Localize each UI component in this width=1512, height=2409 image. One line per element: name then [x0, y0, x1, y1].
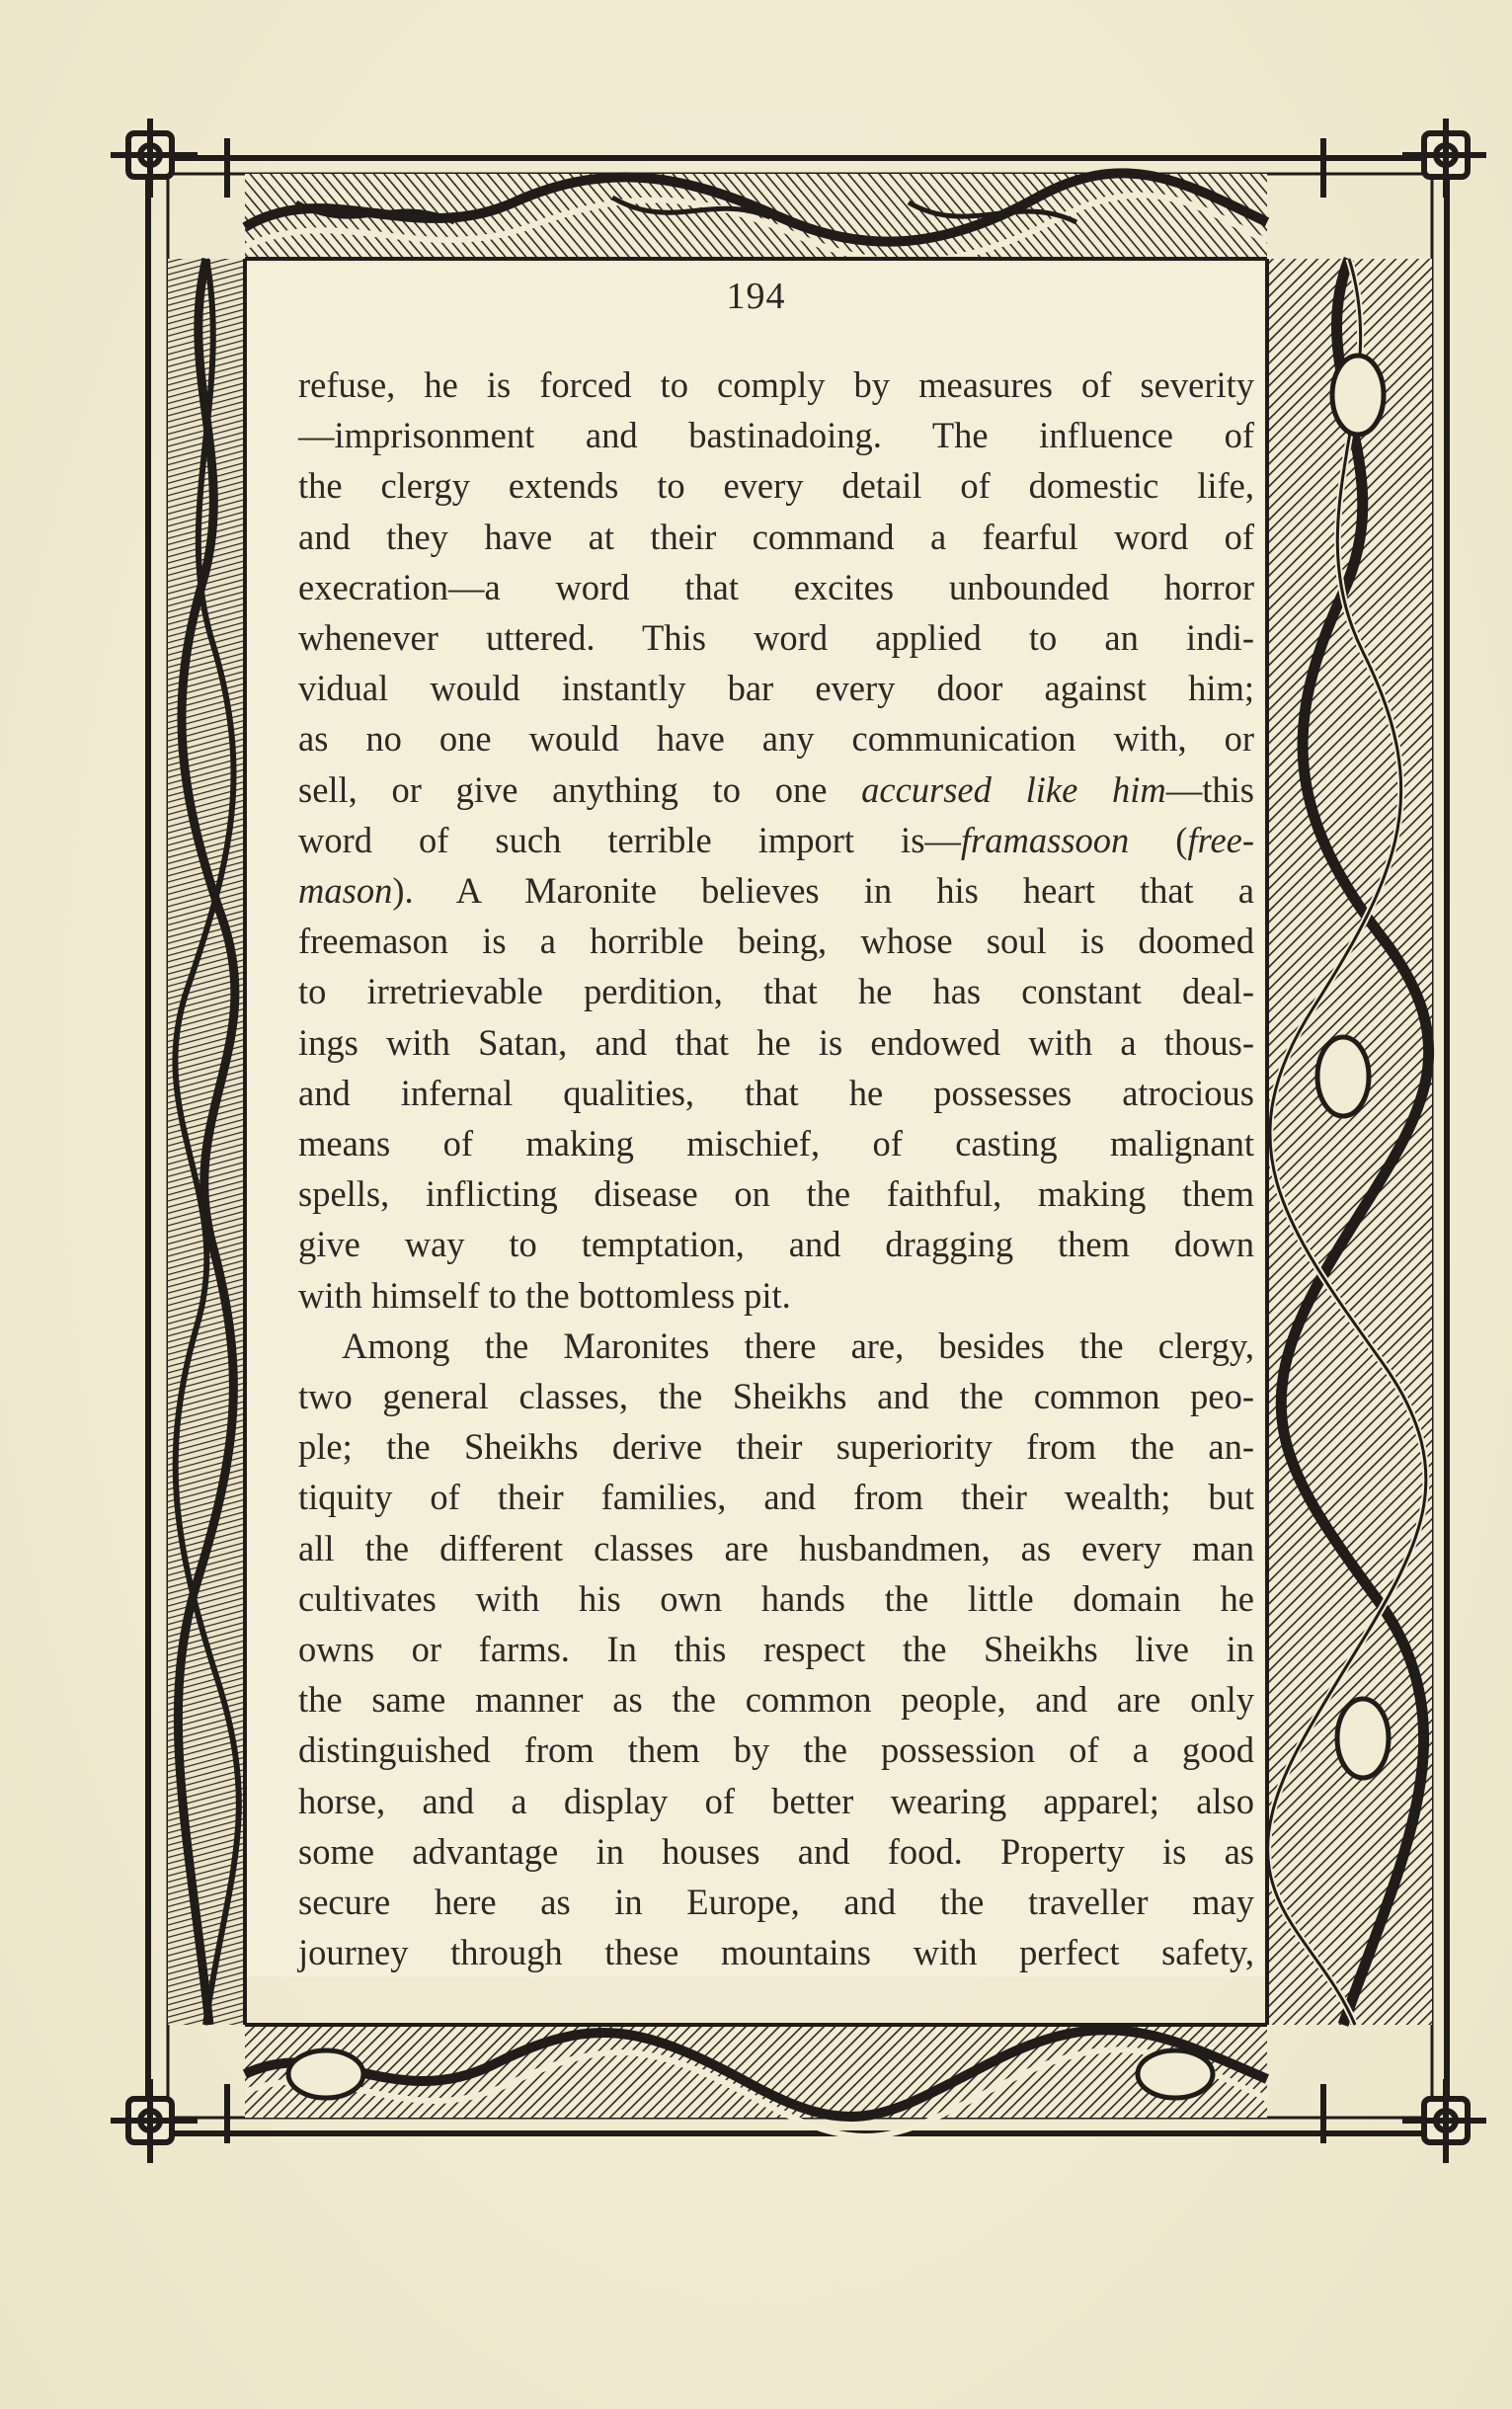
text-line: all the different classes are husbandmen, as every man	[298, 1527, 1254, 1568]
text-line: distinguished from them by the possession of a good	[298, 1729, 1254, 1771]
text-line: ings with Satan, and that he is endowed with a thous-	[298, 1021, 1254, 1063]
text-line: whenever uttered. This word applied to an indi-	[298, 617, 1254, 659]
text-line: journey through these mountains with perfect safety,	[298, 1932, 1254, 1973]
text-line: secure here as in Europe, and the traveller may	[298, 1882, 1254, 1923]
text-line: horse, and a display of better wearing apparel; also	[298, 1780, 1254, 1821]
text-line: the clergy extends to every detail of domestic life,	[298, 465, 1254, 507]
text-line: execration—a word that excites unbounded horror	[298, 566, 1254, 607]
text-line: with himself to the bottomless pit.	[298, 1274, 791, 1316]
text-line: —imprisonment and bastinadoing. The influence of	[298, 415, 1254, 456]
text-line: and infernal qualities, that he possesses atrocious	[298, 1072, 1254, 1113]
text-line: two general classes, the Sheikhs and the common peo-	[298, 1376, 1254, 1417]
text-line: means of making mischief, of casting malignant	[298, 1123, 1254, 1164]
text-line: vidual would instantly bar every door against him;	[298, 668, 1254, 709]
text-line: some advantage in houses and food. Property is as	[298, 1830, 1254, 1872]
text-line: freemason is a horrible being, whose soul is doomed	[298, 921, 1254, 962]
text-line: refuse, he is forced to comply by measures of severity	[298, 364, 1254, 405]
text-line: the same manner as the common people, and are only	[298, 1679, 1254, 1721]
text-line: to irretrievable perdition, that he has constant deal-	[298, 971, 1254, 1012]
page-number: 194	[726, 276, 786, 317]
text-line: cultivates with his own hands the little domain he	[298, 1577, 1254, 1619]
text-line: sell, or give anything to one accursed like him—this	[298, 768, 1254, 810]
text-line: word of such terrible import is—framassoon (free-	[298, 819, 1254, 860]
text-line: Among the Maronites there are, besides the clergy,	[342, 1325, 1254, 1366]
text-line: and they have at their command a fearful word of	[298, 516, 1254, 557]
text-line: spells, inflicting disease on the faithful, making them	[298, 1173, 1254, 1215]
text-line: as no one would have any communication with, or	[298, 718, 1254, 760]
text-line: tiquity of their families, and from their wealth; but	[298, 1477, 1254, 1518]
text-line: ple; the Sheikhs derive their superiority from the an-	[298, 1426, 1254, 1468]
text-line: give way to temptation, and dragging them down	[298, 1224, 1254, 1265]
text-line: owns or farms. In this respect the Sheikhs live in	[298, 1629, 1254, 1670]
text-line: mason). A Maronite believes in his heart that a	[298, 870, 1254, 912]
body-text	[298, 360, 1254, 1978]
